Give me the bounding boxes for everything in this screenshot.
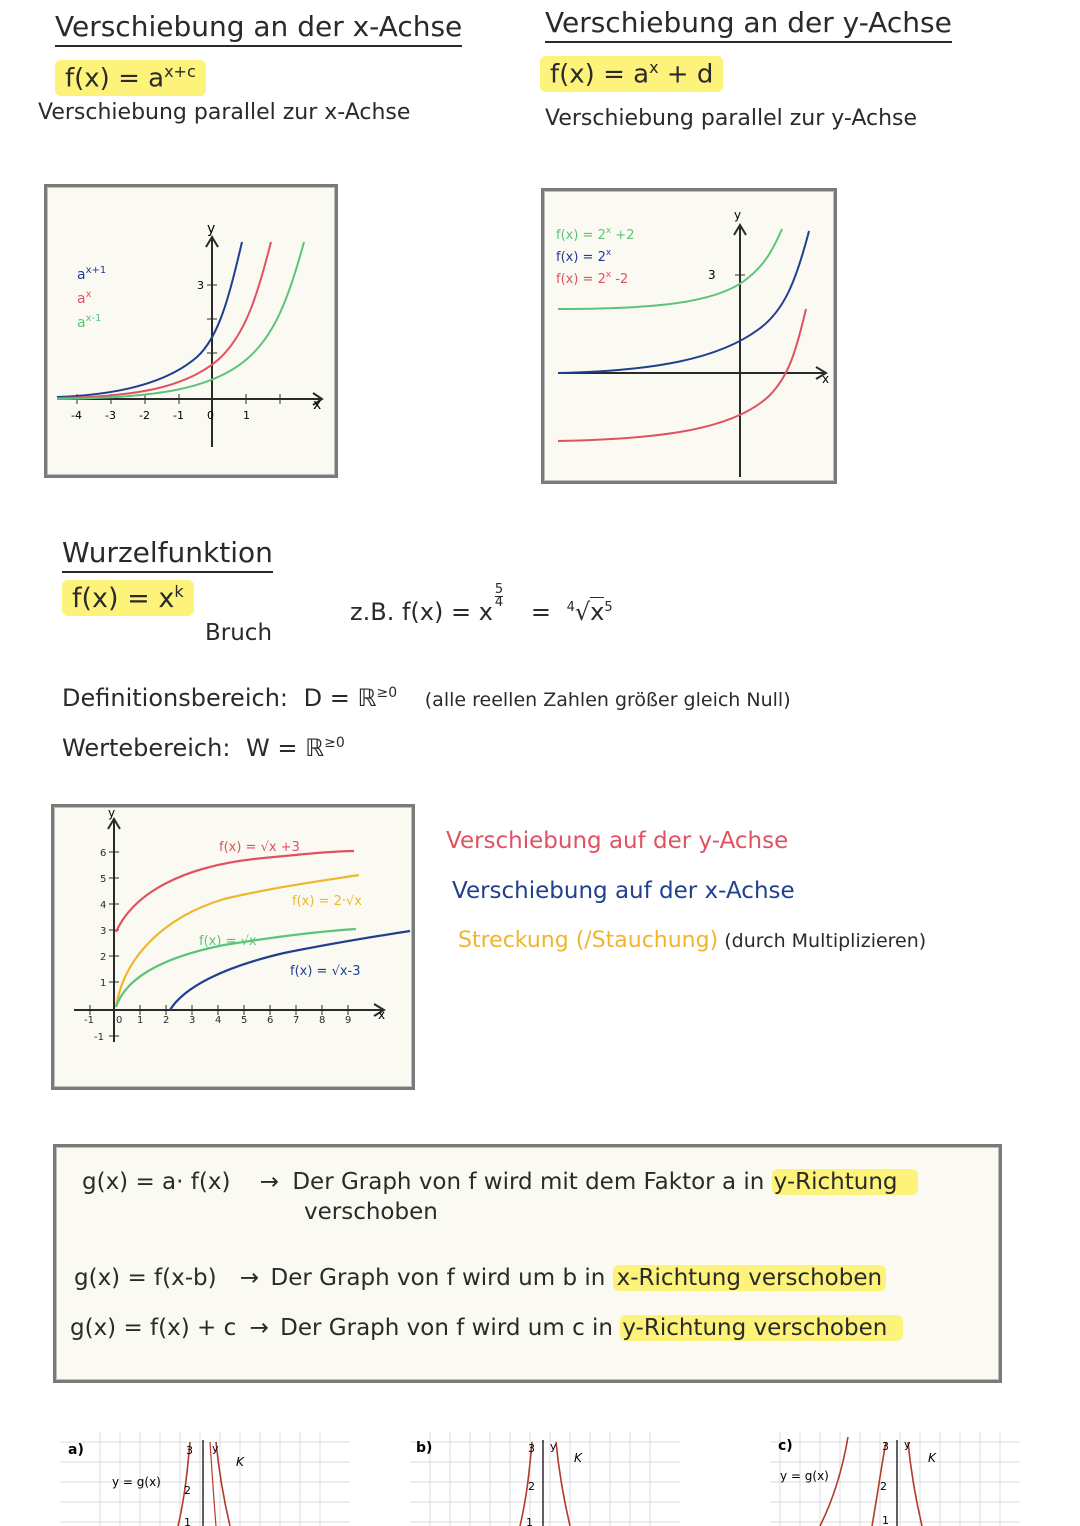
curve-label: y = g(x) [780, 1469, 829, 1483]
bottom-graph-b [410, 1432, 680, 1526]
legend-entry: $f(x) = 2^x +2$ [556, 226, 635, 243]
x-tick-label: 5 [241, 1015, 248, 1026]
y-shift-caption: Verschiebung parallel zur y-Achse [545, 106, 918, 131]
y-tick-label: 1 [184, 1516, 191, 1526]
note-stretch: Streckung (/Stauchung) (durch Multiplizieren) [458, 928, 927, 953]
legend-entry: $a^x$ [77, 289, 92, 307]
x-tick-label: -1 [84, 1015, 94, 1026]
x-tick-label: -3 [105, 409, 116, 422]
x-axis-label: x [822, 372, 830, 386]
summary-row: g(x) = f(x) + c → Der Graph von f wird um c in y-Richtung verschoben [70, 1315, 903, 1341]
x-tick-label: 0 [207, 409, 214, 422]
root-formula: $f(x) = x^k$ [62, 580, 194, 616]
y-tick-label: 5 [100, 874, 107, 885]
x-tick-label: -2 [139, 409, 150, 422]
x-shift-graph [44, 184, 338, 478]
k-label: K [928, 1451, 936, 1465]
summary-row: g(x) = a· f(x) → Der Graph von f wird mit dem Faktor a in y-Richtung [82, 1169, 918, 1195]
y-axis-label: y [550, 1440, 557, 1453]
x-shift-formula: $f(x) = a^{x+c}$ [55, 60, 206, 96]
x-tick-label: 9 [345, 1015, 352, 1026]
root-graph [51, 804, 415, 1090]
y-tick-label: 3 [708, 268, 716, 282]
y-tick-label: 3 [882, 1440, 889, 1453]
summary-box [53, 1144, 1002, 1383]
x-shift-title: Verschiebung an der x-Achse [55, 10, 462, 43]
x-shift-caption: Verschiebung parallel zur x-Achse [38, 100, 411, 125]
y-tick-label: 1 [882, 1514, 889, 1526]
graph-label-red: f(x) = √x +3 [219, 840, 300, 855]
y-axis-label: y [904, 1438, 911, 1451]
y-tick-label: 4 [100, 900, 107, 911]
graph-label-blue: f(x) = √x-3 [290, 964, 361, 979]
graph-label-green: f(x) = √x [199, 934, 257, 949]
y-tick-label: 2 [184, 1484, 191, 1497]
curve-label: y = g(x) [112, 1475, 161, 1489]
y-tick-label: 3 [197, 279, 204, 292]
y-shift-graph [541, 188, 837, 484]
y-tick-label: 1 [100, 978, 107, 989]
y-axis-label: y [207, 221, 216, 237]
y-tick-label: -1 [94, 1032, 104, 1043]
y-shift-title: Verschiebung an der y-Achse [545, 6, 952, 39]
x-tick-label: -4 [71, 409, 82, 422]
note-y-shift: Verschiebung auf der y-Achse [446, 828, 789, 854]
summary-row-cont: verschoben [304, 1199, 438, 1225]
summary-row: g(x) = f(x-b) → Der Graph von f wird um b in x-Richtung verschoben [74, 1265, 886, 1291]
bottom-graph-a [60, 1432, 350, 1526]
x-tick-label: 0 [116, 1015, 123, 1026]
bottom-graph-c [770, 1432, 1020, 1526]
y-tick-label: 6 [100, 848, 107, 859]
y-tick-label: 3 [100, 926, 107, 937]
graph-label: b) [416, 1440, 433, 1456]
x-axis-label: x [313, 397, 322, 413]
graph-label-yellow: f(x) = 2·√x [292, 894, 362, 909]
graph-label: c) [778, 1438, 793, 1454]
x-tick-label: 3 [189, 1015, 196, 1026]
y-tick-label: 1 [526, 1516, 533, 1526]
x-tick-label: 2 [163, 1015, 170, 1026]
legend-entry: $a^{x-1}$ [77, 313, 102, 331]
x-tick-label: -1 [173, 409, 184, 422]
x-tick-label: 4 [215, 1015, 222, 1026]
y-shift-formula: $f(x) = a^x + d$ [540, 56, 723, 92]
y-axis-label: y [212, 1442, 219, 1455]
x-tick-label: 1 [137, 1015, 144, 1026]
k-label: K [574, 1451, 582, 1465]
y-tick-label: 2 [528, 1480, 535, 1493]
domain-line: Definitionsbereich: D = ℝ$^{\ge 0}$ (alle reellen Zahlen größer gleich Null) [62, 684, 791, 712]
x-tick-label: 1 [243, 409, 250, 422]
y-axis-label: y [734, 208, 742, 222]
note-x-shift: Verschiebung auf der x-Achse [452, 878, 795, 904]
y-tick-label: 2 [880, 1480, 887, 1493]
x-tick-label: 8 [319, 1015, 326, 1026]
y-axis-label: y [108, 807, 116, 820]
x-axis-label: x [378, 1008, 386, 1022]
root-title: Wurzelfunktion [62, 536, 273, 569]
x-tick-label: 6 [267, 1015, 274, 1026]
graph-label: a) [68, 1442, 84, 1458]
x-tick-label: 7 [293, 1015, 300, 1026]
y-tick-label: 3 [186, 1444, 193, 1457]
y-tick-label: 2 [100, 952, 107, 963]
legend-entry: $a^{x+1}$ [77, 265, 107, 283]
range-line: Wertebereich: W = ℝ$^{\ge 0}$ [62, 734, 345, 762]
legend-entry: $f(x) = 2^x$ -2 [556, 270, 629, 287]
k-label: K [236, 1455, 244, 1469]
bruch-note: Bruch [205, 620, 273, 646]
y-tick-label: 3 [528, 1442, 535, 1455]
legend-entry: $f(x) = 2^x$ [556, 248, 612, 265]
root-example: z.B. f(x) = x $\frac{5}{4}$ = $^4√x^5$ [350, 582, 613, 626]
